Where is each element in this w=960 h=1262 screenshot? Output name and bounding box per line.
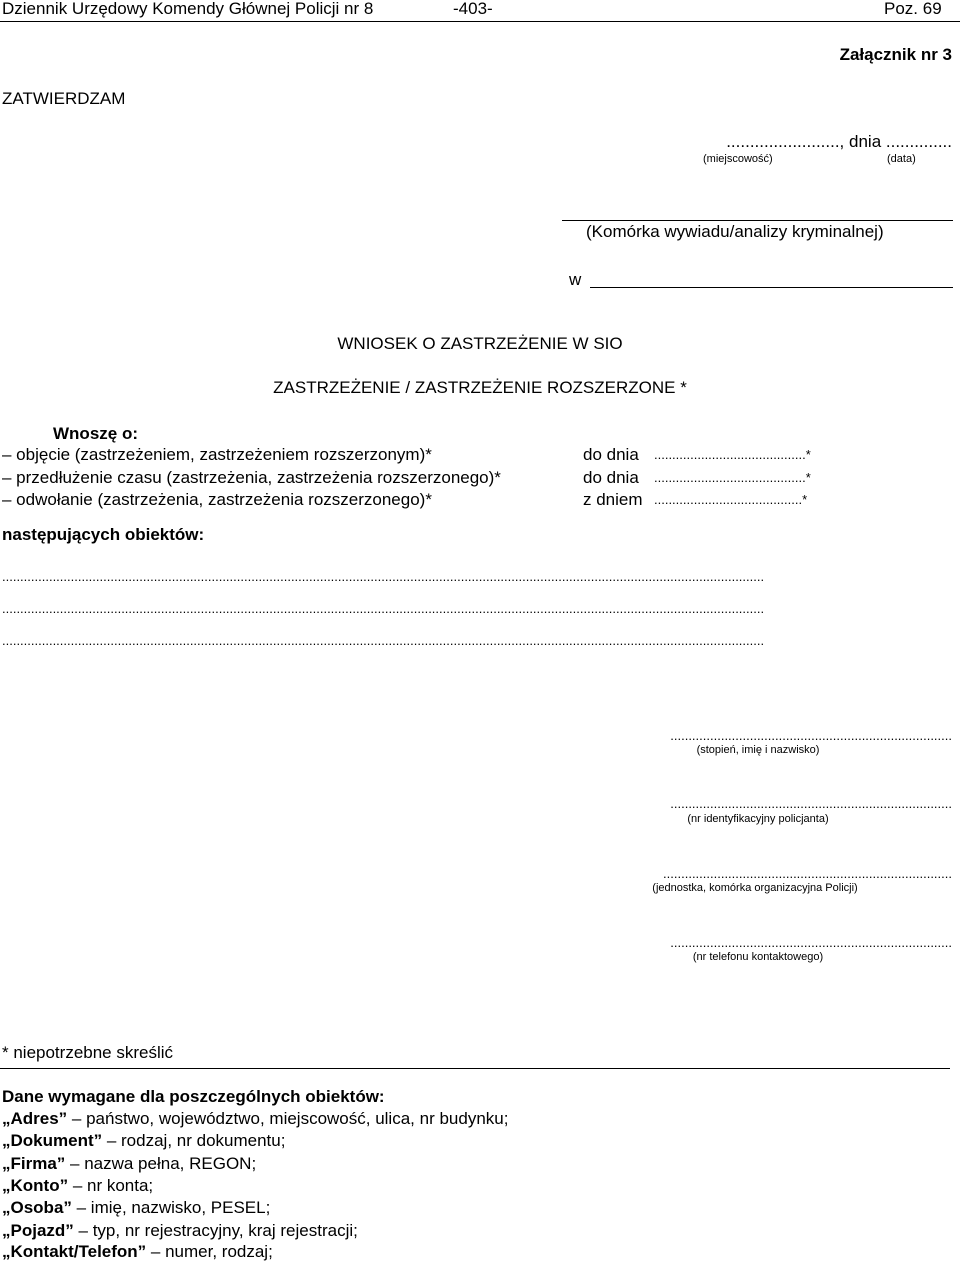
place-caption: (miejscowość) [703, 153, 773, 165]
signature-caption: (jednostka, komórka organizacyjna Policji) [652, 882, 858, 894]
required-item-desc: – rodzaj, nr dokumentu; [102, 1131, 286, 1150]
required-item-name: „Dokument” [2, 1131, 103, 1150]
signature-caption: (nr identyfikacyjny policjanta) [687, 813, 829, 825]
option-date-value: ..........................................* [654, 447, 811, 462]
annex-label: Załącznik nr 3 [839, 45, 952, 64]
required-item-name: „Konto” [2, 1176, 69, 1195]
required-item-name: „Firma” [2, 1154, 66, 1173]
required-item-name: „Kontakt/Telefon” [2, 1242, 147, 1261]
page-subtitle: ZASTRZEŻENIE / ZASTRZEŻENIE ROZSZERZONE * [273, 378, 687, 397]
required-item-name: „Pojazd” [2, 1221, 74, 1240]
required-item [2, 1131, 285, 1151]
page-title: WNIOSEK O ZASTRZEŻENIE W SIO [337, 334, 623, 353]
option-date-value: .........................................* [654, 492, 808, 507]
required-item [2, 1154, 256, 1174]
option-text: – przedłużenie czasu (zastrzeżenia, zastrzeżenia rozszerzonego)* [2, 468, 501, 487]
required-item-name: „Adres” [2, 1109, 68, 1128]
signature-line: .............................................................................. [670, 935, 952, 950]
signature-line: .............................................................................. [670, 796, 952, 811]
option-date-value: ..........................................* [654, 470, 811, 485]
unit-caption: (Komórka wywiadu/analizy kryminalnej) [586, 222, 884, 241]
required-item [2, 1176, 153, 1196]
w-rule [590, 287, 953, 288]
required-heading: Dane wymagane dla poszczególnych obiektów: [2, 1087, 385, 1106]
required-item-name: „Osoba” [2, 1198, 72, 1217]
unit-rule [562, 220, 953, 221]
required-item-desc: – nr konta; [68, 1176, 154, 1195]
request-intro: Wnoszę o: [53, 424, 138, 443]
object-line: ................................................................................................................................................................................................................... [2, 569, 765, 584]
objects-label: następujących obiektów: [2, 525, 205, 544]
signature-caption: (stopień, imię i nazwisko) [696, 744, 820, 756]
required-item-desc: – nazwa pełna, REGON; [65, 1154, 257, 1173]
option-date-label: do dnia [583, 468, 639, 487]
required-item-desc: – państwo, województwo, miejscowość, ulica, nr budynku; [67, 1109, 509, 1128]
required-item-desc: – typ, nr rejestracyjny, kraj rejestracji; [73, 1221, 358, 1240]
journal-title: Dziennik Urzędowy Komendy Głównej Policji nr 8 [2, 0, 374, 18]
option-text: – odwołanie (zastrzeżenia, zastrzeżenia rozszerzonego)* [2, 490, 432, 509]
place-date-line: ........................, dnia .............. [726, 132, 952, 151]
page-number: -403- [453, 0, 493, 18]
footnote: * niepotrzebne skreślić [2, 1043, 174, 1062]
object-line: ................................................................................................................................................................................................................... [2, 633, 765, 648]
required-item [2, 1221, 358, 1241]
signature-line: ................................................................................ [663, 866, 952, 881]
signature-caption: (nr telefonu kontaktowego) [692, 951, 824, 963]
option-date-label: z dniem [583, 490, 643, 509]
object-line: ................................................................................................................................................................................................................... [2, 601, 765, 616]
required-item-desc: – numer, rodzaj; [146, 1242, 273, 1261]
required-item [2, 1198, 270, 1218]
option-date-label: do dnia [583, 445, 639, 464]
approve-label: ZATWIERDZAM [2, 89, 126, 108]
signature-line: .............................................................................. [670, 728, 952, 743]
option-text: – objęcie (zastrzeżeniem, zastrzeżeniem rozszerzonym)* [2, 445, 432, 464]
footnote-rule [0, 1068, 950, 1069]
header-rule [0, 21, 960, 22]
required-item [2, 1242, 273, 1262]
required-item-desc: – imię, nazwisko, PESEL; [71, 1198, 271, 1217]
position-number: Poz. 69 [884, 0, 942, 18]
w-label: w [569, 270, 582, 289]
date-caption: (data) [887, 153, 916, 165]
required-item [2, 1109, 508, 1129]
